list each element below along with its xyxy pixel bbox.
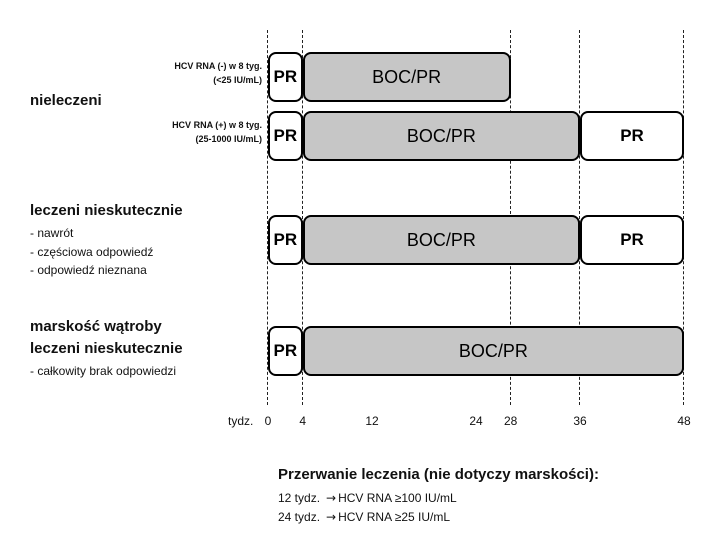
group-subitem: - nawrót [30,226,74,240]
group-subitem: - odpowiedź nieznana [30,263,147,277]
boc-pr-bar: BOC/PR [303,215,580,265]
group-subitem: - całkowity brak odpowiedzi [30,364,177,378]
row-note: (<25 IU/mL) [213,75,262,85]
boc-pr-bar: BOC/PR [303,111,580,161]
pr-bar: PR [268,215,303,265]
axis-tick-label: 48 [677,414,691,428]
pr-bar: PR [580,215,684,265]
row-note: (25-1000 IU/mL) [195,134,262,144]
axis-tick-label: 28 [503,414,518,428]
pr-bar: PR [580,111,684,161]
footer-title: Przerwanie leczenia (nie dotyczy marskości): [278,466,599,483]
group-title: leczeni nieskutecznie [30,340,183,357]
axis-tick-label: 0 [264,414,272,428]
axis-tick-label: 24 [469,414,483,428]
footer-rule [278,510,450,524]
axis-tick-label: 12 [365,414,379,428]
pr-bar: PR [268,52,303,102]
row-note: HCV RNA (-) w 8 tyg. [174,61,262,71]
arrow-right-icon: → [326,491,337,505]
footer-threshold: HCV RNA ≥100 IU/mL [338,491,457,505]
row-note: HCV RNA (+) w 8 tyg. [172,120,262,130]
axis-tick-label: 4 [299,414,306,428]
group-title: nieleczeni [30,92,102,109]
footer-week: 12 tydz. [278,491,321,505]
boc-pr-bar: BOC/PR [303,52,511,102]
pr-bar: PR [268,111,303,161]
group-title: leczeni nieskutecznie [30,202,183,219]
axis-unit-label: tydz. [228,414,254,428]
axis-tick-label: 36 [573,414,587,428]
arrow-right-icon: → [326,510,337,524]
footer-threshold: HCV RNA ≥25 IU/mL [338,510,451,524]
boc-pr-bar: BOC/PR [303,326,684,376]
footer-rule [278,491,457,505]
pr-bar: PR [268,326,303,376]
footer-week: 24 tydz. [278,510,321,524]
group-title: marskość wątroby [30,318,162,335]
group-subitem: - częściowa odpowiedź [30,245,154,259]
